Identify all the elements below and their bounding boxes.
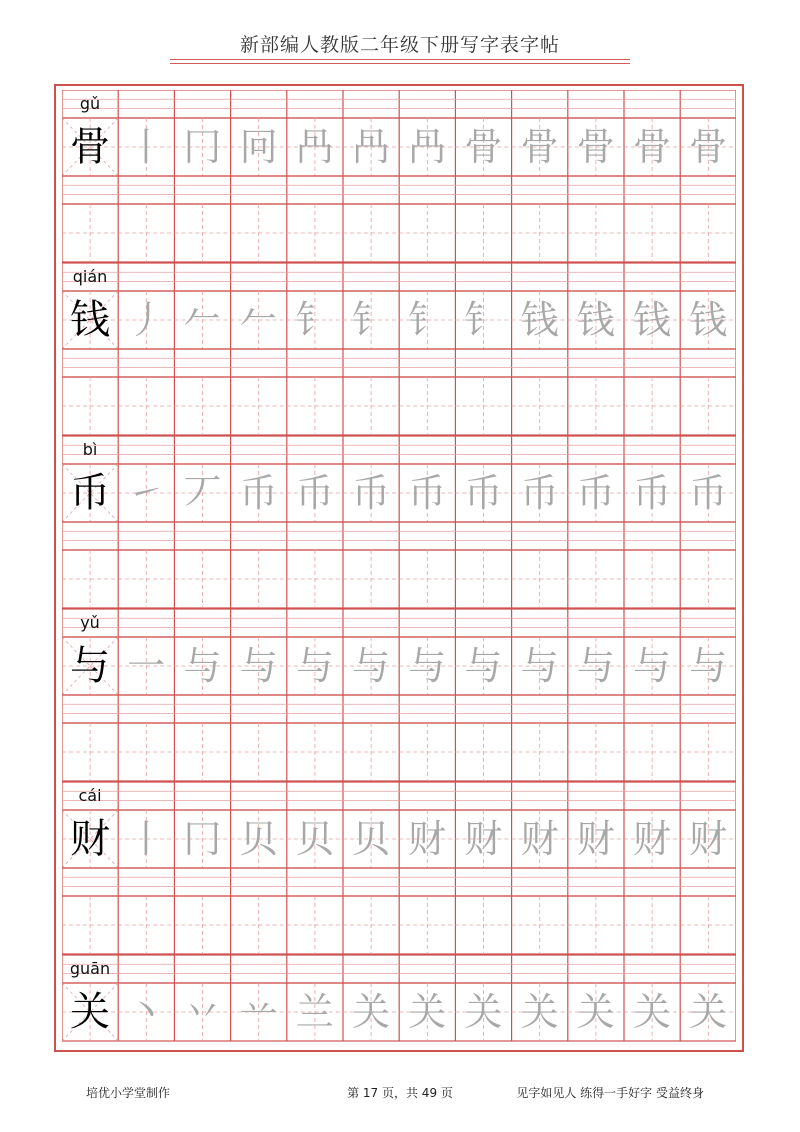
stroke-trace-cell[interactable] bbox=[512, 637, 568, 695]
stroke-step-glyph: 𠂉 bbox=[239, 298, 278, 342]
title-underline-thick bbox=[170, 59, 630, 60]
pinyin-label: cái bbox=[78, 786, 102, 805]
stroke-step-glyph: 冂 bbox=[183, 817, 222, 861]
pinyin-label: gǔ bbox=[79, 94, 101, 113]
stroke-trace-cell[interactable] bbox=[568, 118, 624, 176]
model-character: 关 bbox=[70, 989, 110, 1035]
stroke-step-glyph: ㇀ bbox=[127, 471, 166, 515]
practice-sheet bbox=[62, 90, 736, 1044]
stroke-step-glyph: 币 bbox=[351, 471, 390, 515]
stroke-trace-cell[interactable] bbox=[624, 291, 680, 349]
stroke-trace-cell[interactable] bbox=[343, 637, 399, 695]
stroke-trace-cell[interactable] bbox=[231, 291, 287, 349]
stroke-step-glyph: 关 bbox=[464, 990, 503, 1034]
title-underline-thin bbox=[170, 63, 630, 64]
stroke-trace-cell[interactable] bbox=[287, 464, 343, 522]
stroke-trace-cell[interactable] bbox=[174, 464, 230, 522]
stroke-step-glyph: 一 bbox=[127, 644, 166, 688]
stroke-trace-cell[interactable] bbox=[512, 983, 568, 1041]
stroke-trace-cell[interactable] bbox=[624, 637, 680, 695]
stroke-step-glyph: 骨 bbox=[576, 125, 615, 169]
stroke-step-glyph: 币 bbox=[689, 471, 728, 515]
stroke-trace-cell[interactable] bbox=[343, 464, 399, 522]
stroke-trace-cell[interactable] bbox=[343, 291, 399, 349]
stroke-trace-cell[interactable] bbox=[680, 810, 736, 868]
stroke-trace-cell[interactable] bbox=[680, 291, 736, 349]
stroke-step-glyph: 关 bbox=[689, 990, 728, 1034]
model-character: 币 bbox=[70, 470, 110, 516]
stroke-step-glyph: 与 bbox=[351, 644, 390, 688]
stroke-step-glyph: 冂 bbox=[183, 125, 222, 169]
stroke-trace-cell[interactable] bbox=[568, 464, 624, 522]
stroke-trace-cell[interactable] bbox=[118, 464, 174, 522]
stroke-step-glyph: 与 bbox=[295, 644, 334, 688]
stroke-trace-cell[interactable] bbox=[174, 291, 230, 349]
pinyin-label: qián bbox=[72, 267, 108, 286]
stroke-step-glyph: 钱 bbox=[689, 298, 728, 342]
stroke-step-glyph: 钅 bbox=[408, 298, 447, 342]
stroke-trace-cell[interactable] bbox=[512, 810, 568, 868]
stroke-step-glyph: 钅 bbox=[295, 298, 334, 342]
stroke-trace-cell[interactable] bbox=[118, 291, 174, 349]
footer-credit: 培优小学堂制作 bbox=[86, 1086, 171, 1100]
stroke-trace-cell[interactable] bbox=[399, 810, 455, 868]
stroke-trace-cell[interactable] bbox=[455, 291, 511, 349]
stroke-step-glyph: 与 bbox=[576, 644, 615, 688]
stroke-trace-cell[interactable] bbox=[399, 983, 455, 1041]
stroke-step-glyph: 兰 bbox=[295, 990, 334, 1034]
stroke-trace-cell[interactable] bbox=[343, 118, 399, 176]
stroke-step-glyph: 丷 bbox=[183, 990, 222, 1034]
stroke-trace-cell[interactable] bbox=[118, 810, 174, 868]
stroke-step-glyph: 丶 bbox=[127, 990, 166, 1034]
stroke-step-glyph: 骨 bbox=[689, 125, 728, 169]
stroke-trace-cell[interactable] bbox=[512, 291, 568, 349]
stroke-step-glyph: 贝 bbox=[295, 817, 334, 861]
stroke-trace-cell[interactable] bbox=[399, 637, 455, 695]
stroke-step-glyph: 币 bbox=[520, 471, 559, 515]
stroke-trace-cell[interactable] bbox=[231, 118, 287, 176]
stroke-trace-cell[interactable] bbox=[174, 810, 230, 868]
stroke-step-glyph: 冎 bbox=[295, 125, 334, 169]
stroke-step-glyph: 冎 bbox=[408, 125, 447, 169]
stroke-trace-cell[interactable] bbox=[512, 118, 568, 176]
stroke-trace-cell[interactable] bbox=[455, 464, 511, 522]
model-character: 钱 bbox=[70, 297, 110, 343]
stroke-step-glyph: 币 bbox=[464, 471, 503, 515]
stroke-step-glyph: 冋 bbox=[239, 125, 278, 169]
stroke-trace-cell[interactable] bbox=[231, 810, 287, 868]
stroke-step-glyph: 关 bbox=[520, 990, 559, 1034]
model-character-cell bbox=[62, 637, 118, 695]
stroke-trace-cell[interactable] bbox=[680, 983, 736, 1041]
stroke-step-glyph: 币 bbox=[576, 471, 615, 515]
stroke-step-glyph: 币 bbox=[239, 471, 278, 515]
stroke-step-glyph: 骨 bbox=[464, 125, 503, 169]
stroke-step-glyph: 财 bbox=[520, 817, 559, 861]
model-character: 骨 bbox=[70, 124, 110, 170]
stroke-trace-cell[interactable] bbox=[455, 637, 511, 695]
stroke-trace-cell[interactable] bbox=[343, 983, 399, 1041]
stroke-trace-cell[interactable] bbox=[287, 291, 343, 349]
stroke-step-glyph: 与 bbox=[408, 644, 447, 688]
stroke-step-glyph: 与 bbox=[689, 644, 728, 688]
stroke-trace-cell[interactable] bbox=[568, 983, 624, 1041]
stroke-step-glyph: 钅 bbox=[464, 298, 503, 342]
stroke-trace-cell[interactable] bbox=[287, 983, 343, 1041]
model-character-cell bbox=[62, 983, 118, 1041]
stroke-step-glyph: 关 bbox=[351, 990, 390, 1034]
stroke-trace-cell[interactable] bbox=[231, 464, 287, 522]
stroke-step-glyph: 𠂉 bbox=[183, 298, 222, 342]
stroke-trace-cell[interactable] bbox=[287, 118, 343, 176]
stroke-trace-cell[interactable] bbox=[231, 983, 287, 1041]
stroke-step-glyph: 丨 bbox=[127, 125, 166, 169]
stroke-step-glyph: 与 bbox=[464, 644, 503, 688]
page-title: 新部编人教版二年级下册写字表字帖 bbox=[239, 34, 560, 56]
stroke-trace-cell[interactable] bbox=[568, 637, 624, 695]
stroke-step-glyph: 财 bbox=[464, 817, 503, 861]
stroke-step-glyph: 贝 bbox=[351, 817, 390, 861]
pinyin-label: yǔ bbox=[80, 613, 100, 632]
stroke-trace-cell[interactable] bbox=[680, 464, 736, 522]
stroke-step-glyph: 与 bbox=[632, 644, 671, 688]
stroke-step-glyph: 与 bbox=[183, 644, 222, 688]
stroke-step-glyph: 币 bbox=[408, 471, 447, 515]
stroke-trace-cell[interactable] bbox=[174, 983, 230, 1041]
pinyin-label: guān bbox=[69, 959, 111, 978]
model-character-cell bbox=[62, 464, 118, 522]
stroke-step-glyph: 关 bbox=[408, 990, 447, 1034]
stroke-step-glyph: 丆 bbox=[183, 471, 222, 515]
stroke-trace-cell[interactable] bbox=[287, 637, 343, 695]
stroke-trace-cell[interactable] bbox=[680, 118, 736, 176]
stroke-trace-cell[interactable] bbox=[174, 637, 230, 695]
stroke-step-glyph: 币 bbox=[295, 471, 334, 515]
stroke-step-glyph: 关 bbox=[576, 990, 615, 1034]
stroke-trace-cell[interactable] bbox=[568, 810, 624, 868]
stroke-trace-cell[interactable] bbox=[455, 810, 511, 868]
stroke-step-glyph: 关 bbox=[632, 990, 671, 1034]
stroke-trace-cell[interactable] bbox=[624, 983, 680, 1041]
model-character: 财 bbox=[70, 816, 110, 862]
stroke-trace-cell[interactable] bbox=[174, 118, 230, 176]
stroke-step-glyph: 䒑 bbox=[239, 990, 278, 1034]
stroke-step-glyph: 钱 bbox=[576, 298, 615, 342]
stroke-trace-cell[interactable] bbox=[568, 291, 624, 349]
stroke-trace-cell[interactable] bbox=[399, 291, 455, 349]
stroke-step-glyph: 骨 bbox=[520, 125, 559, 169]
stroke-step-glyph: 币 bbox=[632, 471, 671, 515]
stroke-step-glyph: 钱 bbox=[632, 298, 671, 342]
stroke-trace-cell[interactable] bbox=[287, 810, 343, 868]
stroke-step-glyph: 与 bbox=[239, 644, 278, 688]
stroke-trace-cell[interactable] bbox=[624, 464, 680, 522]
stroke-step-glyph: 财 bbox=[408, 817, 447, 861]
footer-page-number: 第 17 页，共 49 页 bbox=[347, 1086, 453, 1100]
model-character-cell bbox=[62, 118, 118, 176]
stroke-trace-cell[interactable] bbox=[399, 118, 455, 176]
stroke-trace-cell[interactable] bbox=[512, 464, 568, 522]
stroke-trace-cell[interactable] bbox=[624, 118, 680, 176]
stroke-step-glyph: 财 bbox=[632, 817, 671, 861]
stroke-trace-cell[interactable] bbox=[231, 637, 287, 695]
stroke-step-glyph: 骨 bbox=[632, 125, 671, 169]
stroke-step-glyph: 钱 bbox=[520, 298, 559, 342]
model-character: 与 bbox=[70, 643, 110, 689]
model-character-cell bbox=[62, 291, 118, 349]
stroke-trace-cell[interactable] bbox=[455, 118, 511, 176]
model-character-cell bbox=[62, 810, 118, 868]
stroke-step-glyph: 冎 bbox=[351, 125, 390, 169]
stroke-trace-cell[interactable] bbox=[680, 637, 736, 695]
stroke-step-glyph: 财 bbox=[689, 817, 728, 861]
stroke-trace-cell[interactable] bbox=[455, 983, 511, 1041]
stroke-trace-cell[interactable] bbox=[343, 810, 399, 868]
practice-grid bbox=[62, 90, 736, 1044]
stroke-trace-cell[interactable] bbox=[399, 464, 455, 522]
stroke-trace-cell[interactable] bbox=[624, 810, 680, 868]
stroke-step-glyph: 丿 bbox=[127, 298, 166, 342]
stroke-step-glyph: 钅 bbox=[351, 298, 390, 342]
stroke-step-glyph: 丨 bbox=[127, 817, 166, 861]
stroke-step-glyph: 财 bbox=[576, 817, 615, 861]
stroke-step-glyph: 贝 bbox=[239, 817, 278, 861]
pinyin-label: bì bbox=[82, 440, 98, 459]
stroke-trace-cell[interactable] bbox=[118, 118, 174, 176]
stroke-trace-cell[interactable] bbox=[118, 637, 174, 695]
stroke-step-glyph: 与 bbox=[520, 644, 559, 688]
footer-motto: 见字如见人 练得一手好字 受益终身 bbox=[516, 1086, 704, 1100]
stroke-trace-cell[interactable] bbox=[118, 983, 174, 1041]
